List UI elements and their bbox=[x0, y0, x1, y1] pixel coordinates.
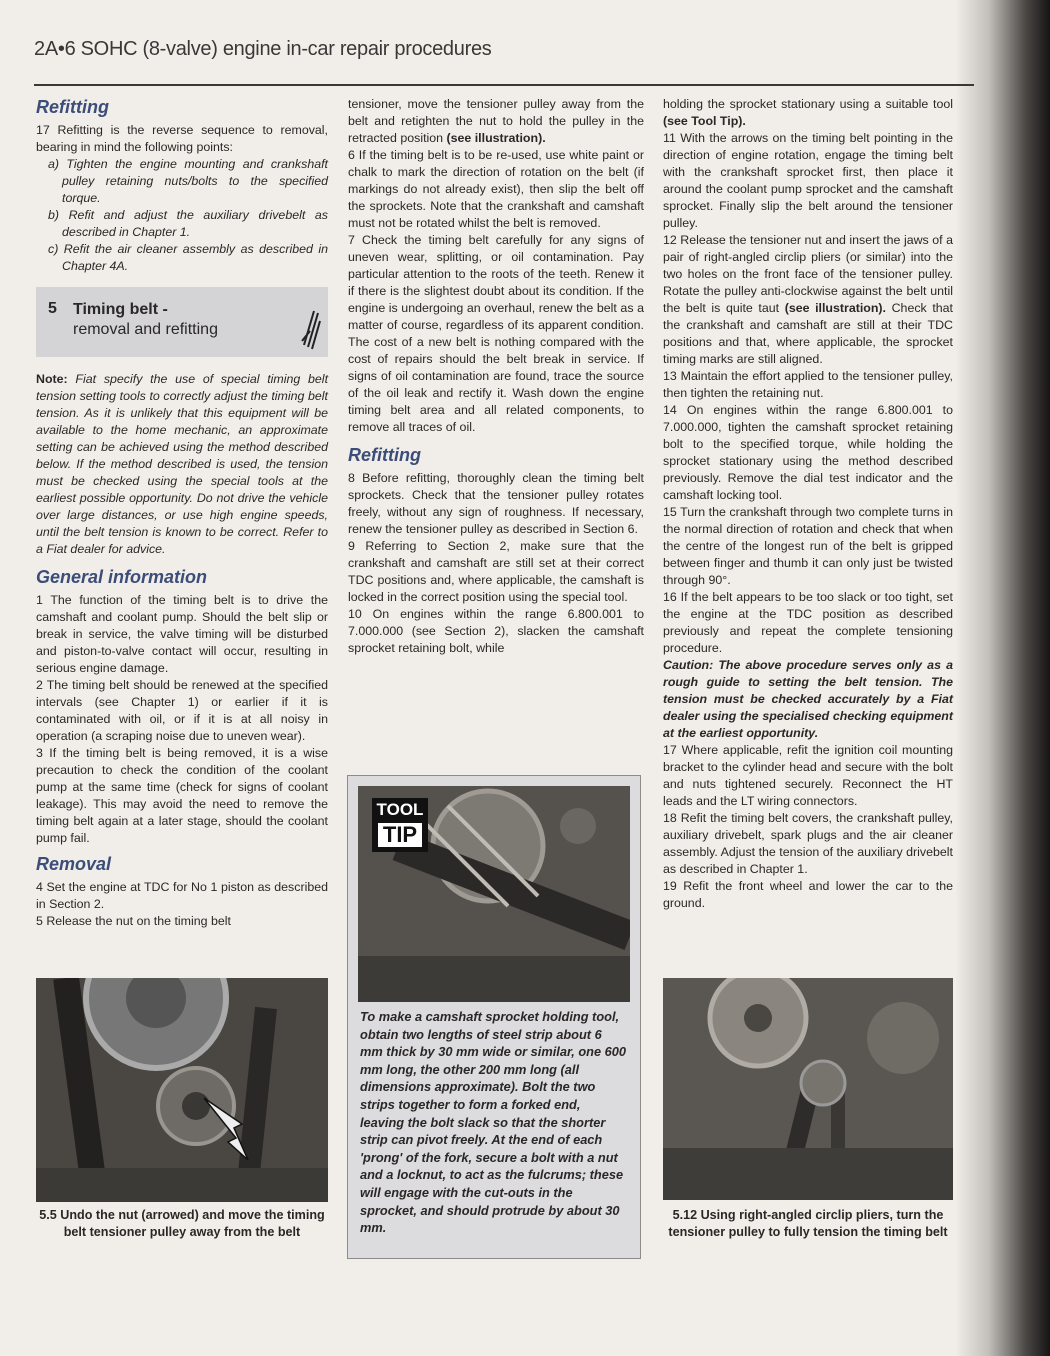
section-title-sub: removal and refitting bbox=[73, 321, 218, 338]
tool-tip-text: To make a camshaft sprocket holding tool, obtain two lengths of steel strip about 6 mm thick by 30 mm wide or similar, one 600 mm long, the other 200 mm long (all dimensions approximate). Bolt the two strips together to form a forked end, leaving the bolt slack so that the shorter strip can pivot freely. At the end of each 'prong' of the fork, secure a bolt with a nut and a locknut, to act as the fulcrums; these will engage with the cut-outs in the sprocket, and should protrude by about 30 mm. bbox=[360, 1009, 626, 1236]
page-gutter-shadow bbox=[955, 0, 1050, 1356]
column-2 bbox=[348, 96, 644, 657]
section-number: 5 bbox=[48, 300, 57, 317]
list-item-b: b) Refit and adjust the auxiliary drivebelt as described in Chapter 1. bbox=[48, 208, 328, 239]
see-illustration-ref: (see illustration). bbox=[446, 131, 546, 145]
page-header: 2A•6 SOHC (8-valve) engine in-car repair procedures bbox=[34, 38, 492, 60]
paragraph-7: 7 Check the timing belt carefully for any signs of uneven wear, splitting, or oil contamination. Pay particular attention to the roots of the teeth. Renew it if there is the slightest doubt about its condition. If the engine is undergoing an overhaul, renew the belt as a matter of course, regardless of its apparent condition. The cost of a new belt is nothing compared with the cost of repairs should the belt break in service. If signs of oil contamination are found, trace the source of the oil leak and rectify it. Wash down the engine timing belt area and all related components, to remove all traces of oil. bbox=[348, 233, 644, 434]
tool-tip-badge bbox=[372, 798, 428, 852]
paragraph-13: 13 Maintain the effort applied to the tensioner pulley, then tighten the retaining nut. bbox=[663, 369, 953, 400]
paragraph-12 bbox=[663, 232, 953, 368]
paragraph-19: 19 Refit the front wheel and lower the car to the ground. bbox=[663, 879, 953, 910]
paragraph-10-continued bbox=[663, 96, 953, 130]
caption-5-5: 5.5 Undo the nut (arrowed) and move the timing belt tensioner pulley away from the belt bbox=[39, 1208, 325, 1239]
column-1 bbox=[36, 96, 328, 930]
paragraph-12-text-c: Check that the crankshaft and camshaft are still at their TDC positions and that, where applicable, the sprocket timing marks are still aligned. bbox=[663, 301, 953, 366]
paragraph-10-continued-text: holding the sprocket stationary using a suitable tool bbox=[663, 97, 953, 111]
tool-tip-box bbox=[347, 775, 641, 1259]
photo-5-5-tensioner-pulley bbox=[36, 978, 328, 1202]
paragraph-14: 14 On engines within the range 6.800.001 to 7.000.000, tighten the camshaft sprocket retaining bolt to the specified torque, while holding the sprocket stationary using the method described previously. Remove the dial test indicator and the camshaft locking tool. bbox=[663, 403, 953, 502]
general-information-heading: General information bbox=[36, 567, 208, 587]
paragraph-5: 5 Release the nut on the timing belt bbox=[36, 914, 231, 928]
paragraph-12-text-a: 12 Release the tensioner nut and insert the jaws of a pair of right-angled circlip pliers (or similar) into the two holes on the front face of the tensioner pulley. Rotate the pulley anti-clockwise against the belt until the belt is quite taut bbox=[663, 233, 953, 315]
header-rule bbox=[34, 84, 974, 86]
paragraph-15: 15 Turn the crankshaft through two complete turns in the normal direction of rotation and check that when the centre of the longest run of the belt is gripped between finger and thumb it can only just be twisted through 90°. bbox=[663, 505, 953, 587]
paragraph-17: 17 Refitting is the reverse sequence to removal, bearing in mind the following points: bbox=[36, 123, 328, 154]
paragraph-2: 2 The timing belt should be renewed at the specified intervals (see Chapter 1) or earlier if it is contaminated with oil, or if it is at all noisy in operation (a scraping noise due to uneven wear). bbox=[36, 678, 328, 743]
caption-5-12: 5.12 Using right-angled circlip pliers, turn the tensioner pulley to fully tension the timing belt bbox=[668, 1208, 948, 1239]
list-item-c: c) Refit the air cleaner assembly as described in Chapter 4A. bbox=[48, 242, 328, 273]
note bbox=[36, 371, 328, 558]
paragraph-10: 10 On engines within the range 6.800.001 to 7.000.000 (see Section 2), slacken the camshaft sprocket retaining bolt, while bbox=[348, 607, 644, 655]
paragraph-18: 18 Refit the timing belt covers, the crankshaft pulley, auxiliary drivebelt, spark plugs and the air cleaner assembly. Adjust the tension of the auxiliary drivebelt as described in Chapter 1. bbox=[663, 811, 953, 876]
note-label: Note: bbox=[36, 372, 76, 386]
photo-5-5-image bbox=[36, 978, 328, 1202]
caution-note: Caution: The above procedure serves only as a rough guide to setting the belt tension. The tension must be checked accurately by a Fiat dealer using the specialised checking equipment at the earliest opportunity. bbox=[663, 658, 953, 740]
see-tool-tip-ref: (see Tool Tip). bbox=[663, 114, 746, 128]
removal-heading: Removal bbox=[36, 854, 112, 874]
paragraph-5-continued bbox=[348, 96, 644, 147]
refitting-heading: Refitting bbox=[36, 97, 109, 117]
photo-5-12-circlip-pliers bbox=[663, 978, 953, 1200]
photo-5-12-image bbox=[663, 978, 953, 1200]
spanner-difficulty-icon bbox=[300, 301, 322, 351]
section-title bbox=[73, 300, 218, 340]
paragraph-9: 9 Referring to Section 2, make sure that the crankshaft and camshaft are still set at their correct TDC positions and, where applicable, the camshaft is locked in the correct position using the special tool. bbox=[348, 539, 644, 604]
paragraph-1: 1 The function of the timing belt is to drive the camshaft and coolant pump. Should the belt slip or break in service, the valve timing will be disturbed and piston-to-valve contact will occur, resulting in serious engine damage. bbox=[36, 593, 328, 675]
paragraph-17b: 17 Where applicable, refit the ignition coil mounting bracket to the cylinder head and secure with the bolt and nuts tightened securely. Reconnect the HT leads and the LT wiring connectors. bbox=[663, 743, 953, 808]
paragraph-16: 16 If the belt appears to be too slack or too tight, set the engine at the TDC position as described previously and repeat the complete tensioning procedure. bbox=[663, 590, 953, 655]
section-5-box bbox=[36, 287, 328, 357]
tool-badge-bottom: TIP bbox=[376, 821, 424, 849]
tool-badge-top: TOOL bbox=[376, 800, 424, 819]
paragraph-5-continued-text: tensioner, move the tensioner pulley away from the belt and retighten the nut to hold the pulley in the retracted position bbox=[348, 97, 644, 145]
see-illustration-ref-2: (see illustration). bbox=[784, 301, 886, 315]
refitting-heading-2: Refitting bbox=[348, 445, 421, 465]
paragraph-4: 4 Set the engine at TDC for No 1 piston as described in Section 2. bbox=[36, 880, 328, 911]
paragraph-11: 11 With the arrows on the timing belt pointing in the direction of engine rotation, engage the timing belt with the crankshaft sprocket first, then place it around the coolant pump sprocket and the camshaft sprocket. Finally slip the belt around the tensioner pulley. bbox=[663, 131, 953, 230]
note-text: Fiat specify the use of special timing belt tension setting tools to correctly adjust the timing belt tension. As it is unlikely that this equipment will be available to the home mechanic, an approximate setting can be achieved using the method described below. If the method described is used, the tension must be checked using the special tools at the earliest possible opportunity. Do not drive the vehicle over large distances, or use high engine speeds, until the belt tension is known to be correct. Refer to a Fiat dealer for advice. bbox=[36, 372, 329, 556]
list-item-a: a) Tighten the engine mounting and crankshaft pulley retaining nuts/bolts to the specified torque. bbox=[48, 157, 328, 205]
section-title-main: Timing belt - bbox=[73, 301, 168, 318]
paragraph-8: 8 Before refitting, thoroughly clean the timing belt sprockets. Check that the tensioner pulley rotates freely, without any sign of roughness. If necessary, renew the tensioner pulley as described in Section 6. bbox=[348, 471, 644, 536]
column-3 bbox=[663, 96, 953, 912]
paragraph-6: 6 If the timing belt is to be re-used, use white paint or chalk to mark the direction of rotation on the belt (if markings do not already exist), then slip the belt off the sprockets. Note that the crankshaft and camshaft must not be rotated whilst the belt is removed. bbox=[348, 148, 644, 230]
paragraph-3: 3 If the timing belt is being removed, it is a wise precaution to check the condition of the coolant pump at the same time (check for signs of coolant leakage). This may avoid the need to remove the timing belt again at a later stage, should the coolant pump fail. bbox=[36, 746, 328, 845]
tool-tip-photo bbox=[358, 786, 630, 1002]
